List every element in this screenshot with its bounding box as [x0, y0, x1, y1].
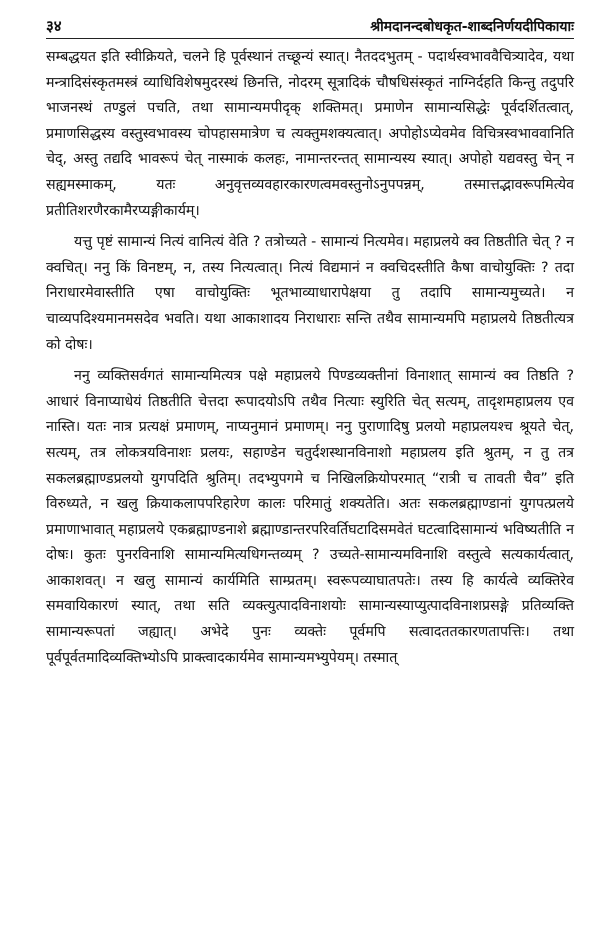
paragraph: यत्तु पृष्टं सामान्यं नित्यं वानित्यं वेति ? तत्रोच्यते - सामान्यं नित्यमेव। महाप्रलये क्व तिष्ठतीति चेत् ? न क्वचित्। ननु किं विनष्टम्, न, तस्य नित्यत्वात्। नित्यं विद्यमानं न क्वचिदस्तीति कैषा वाचोयुक्तिः ? तदा निराधारमेवास्तीति एषा वाचोयुक्तिः भूतभाव्याधारापेक्षया तु तदापि सामान्यमुच्यते। न चाव्यपदिश्यमानमसदेव भवति। यथा आकाशादय निराधाराः सन्ति तथैव सामान्यमपि महाप्रलये तिष्ठतीत्यत्र को दोषः। — [46, 234, 574, 353]
paragraph: सम्बद्धयत इति स्वीक्रियते, चलने हि पूर्वस्थानं तच्छून्यं स्यात्। नैतददभुतम् - पदार्थस्वभाववैचित्र्यादेव, यथा मन्त्रादिसंस्कृतमस्त्रं व्याधिविशेषमुदरस्थं छिनत्ति, नोदरम् सूत्रादिकं चौषधिसंस्कृतं नाग्निर्दहति किन्तु तदुपरि भाजनस्थं तण्डुलं पचति, तथा सामान्यमपीदृक् शक्तिमत्। प्रमाणेन सामान्यसिद्धेः पूर्वदर्शितत्वात्, प्रमाणसिद्धस्य वस्तुस्वभावस्य चोपहासमात्रेण च त्यक्तुमशक्यत्वात्। अपोहोऽप्येवमेव विचित्रस्वभाववानिति चेद्, अस्तु तद्यदि भावरूपं चेत् नास्माकं कलहः, नामान्तरन्तत् सामान्यस्य स्यात्। अपोहो यद्यवस्तु चेन् न सह्यमस्माकम्, यतः अनुवृत्तव्यवहारकारणत्वमवस्तुनोऽनुपपन्नम्, तस्मात्तद्भावरूपमित्येव प्रतीतिशरणैरकामैरप्यङ्गीकार्यम्। — [46, 49, 574, 219]
page-header — [46, 8, 574, 36]
running-title: श्रीमदानन्दबोधकृत-शाब्दनिर्णयदीपिकायाः — [370, 19, 574, 35]
paragraph: ननु व्यक्तिसर्वगतं सामान्यमित्यत्र पक्षे महाप्रलये पिण्डव्यक्तीनां विनाशात् सामान्यं क्व तिष्ठति ? आधारं विनाप्याधेयं तिष्ठतीति चेत्तदा रूपादयोऽपि तथैव नित्याः स्युरिति चेत् सत्यम्, तादृशमहाप्रलय एव नास्ति। यतः नात्र प्रत्यक्षं प्रमाणम्, नाप्यनुमानं प्रमाणम्। ननु पुराणादिषु प्रलयो महाप्रलयश्च श्रूयते चेत्, सत्यम्, तत्र लोकत्रयविनाशः प्रलयः, सहाण्डेन चतुर्दशस्थानविनाशो महाप्रलय इति श्रुतम्, न तु तत्र सकलब्रह्माण्डप्रलयो युगपदिति श्रुतिम्। तदभ्युपगमे च निखिलक्रियोपरमात् “रात्री च तावती चैव” इति विरुध्यते, न खलु क्रियाकलापपरिहारेण कालः परिमातुं शक्यतेति। अतः सकलब्रह्माण्डानां युगपत्प्रलये प्रमाणाभावात् महाप्रलये एकब्रह्माण्डनाशे ब्रह्माण्डान्तरपरिवर्तिघटादिसमवेतं घटत्वादिसामान्यं भविष्यतीति न दोषः। कुतः पुनरविनाशि सामान्यमित्यधिगन्तव्यम् ? उच्यते-सामान्यमविनाशि वस्तुत्वे सत्यकार्यत्वात्, आकाशवत्। न खलु सामान्यं कार्यमिति साम्प्रतम्। स्वरूपव्याघातपतेः। तस्य हि कार्यत्वे व्यक्तिरेव समवायिकारणं स्यात्, तथा सति व्यक्त्युत्पादविनाशयोः सामान्यस्याप्युत्पादविनाशप्रसङ्गे प्रतिव्यक्ति सामान्यरूपतां जह्यात्। अभेदे पुनः व्यक्तेः पूर्वमपि सत्वादततकारणतापत्तिः। तथा पूर्वपूर्वतमादिव्यक्तिभ्योऽपि प्राक्त्वादकार्यमेव सामान्यमभ्युपेयम्। तस्मात् — [46, 368, 574, 666]
header-rule — [46, 38, 574, 39]
body-text — [46, 45, 574, 671]
page-number: ३४ — [46, 17, 62, 35]
